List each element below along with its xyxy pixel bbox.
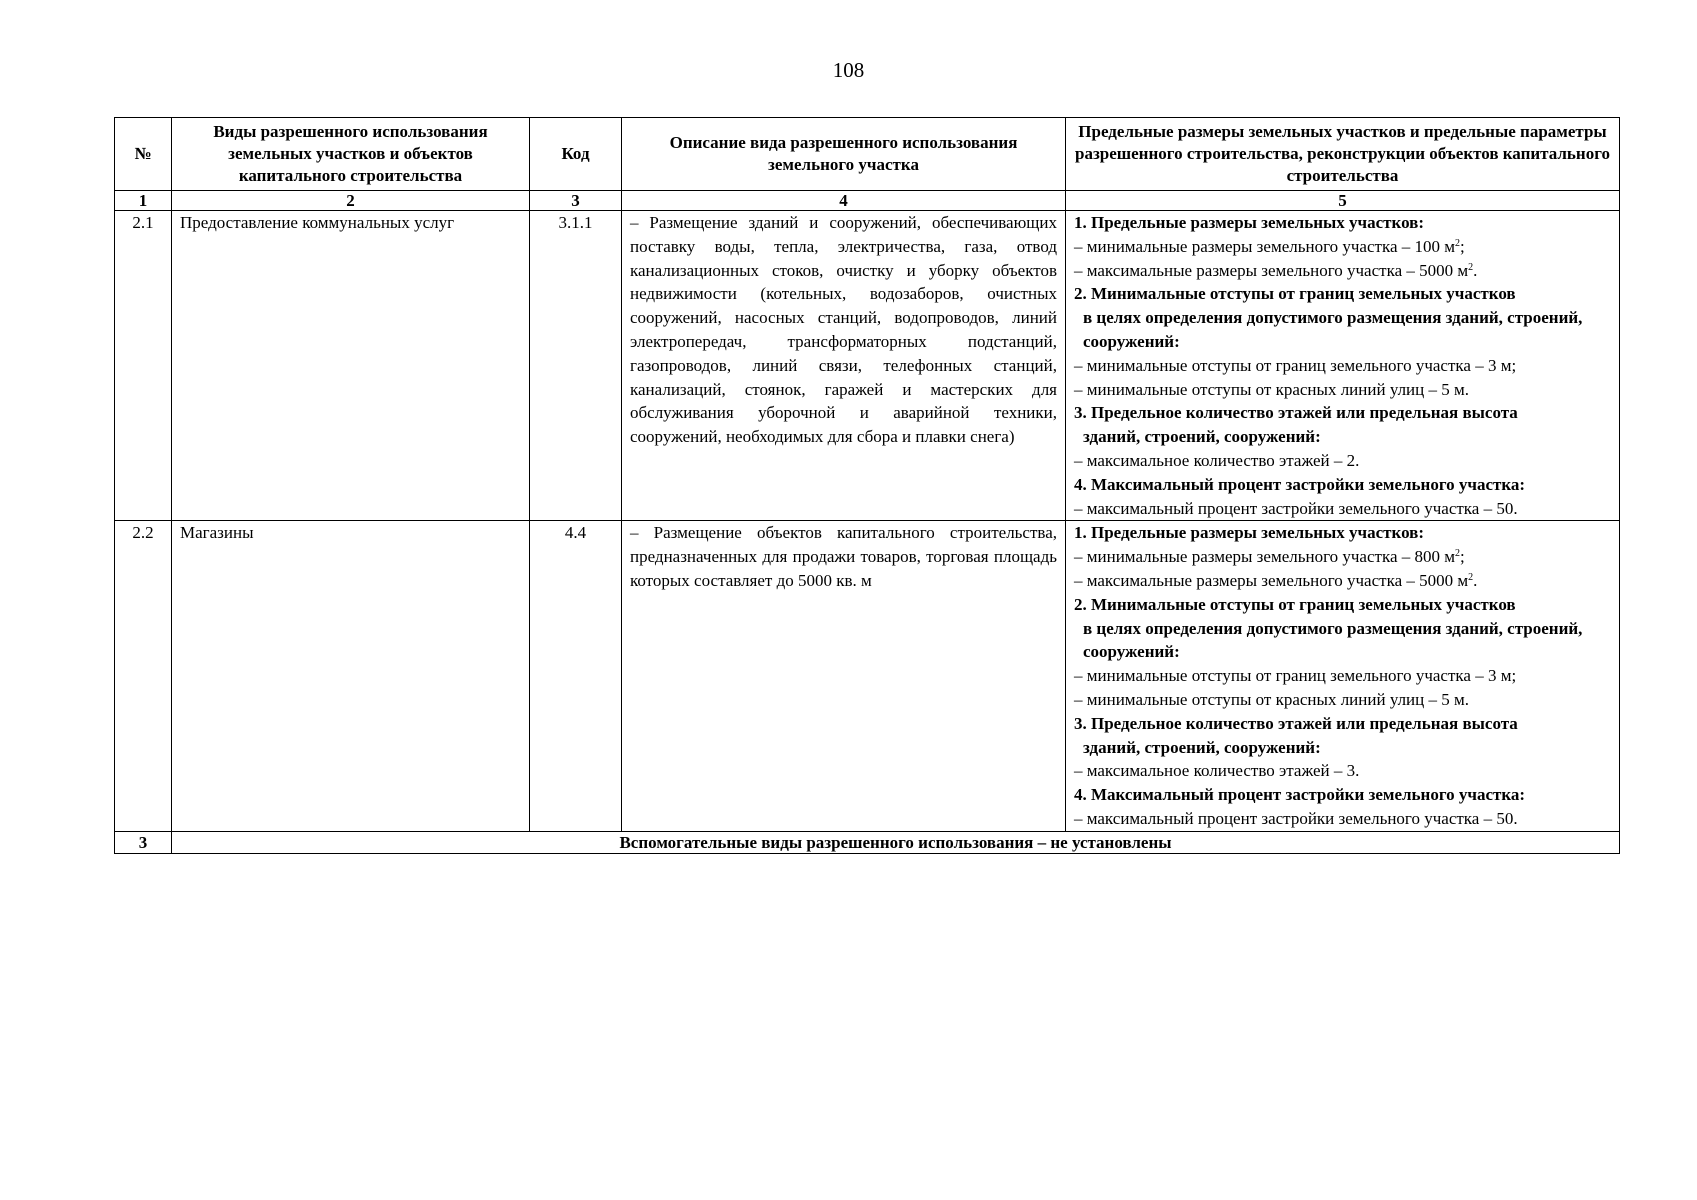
param-line: – максимальное количество этажей – 3.	[1074, 761, 1360, 781]
column-number: 1	[115, 191, 172, 211]
param-line: – максимальный процент застройки земельного участка – 50.	[1074, 498, 1518, 518]
param-heading: 4. Максимальный процент застройки земельного участка:	[1074, 474, 1526, 494]
footer-text: Вспомогательные виды разрешенного использования – не установлены	[172, 831, 1620, 853]
footer-num: 3	[115, 831, 172, 853]
header-code: Код	[530, 118, 622, 191]
param-heading: 1. Предельные размеры земельных участков:	[1074, 523, 1425, 543]
param-line: – минимальные размеры земельного участка – 800 $м^2$;	[1074, 547, 1465, 567]
column-number: 4	[622, 191, 1066, 211]
param-line: – максимальный процент застройки земельного участка – 50.	[1074, 808, 1518, 828]
header-type: Виды разрешенного использования земельных участков и объектов капитального строительства	[172, 118, 530, 191]
row-type: Предоставление коммунальных услуг	[172, 211, 530, 521]
column-number-row	[115, 191, 1620, 211]
param-line: – минимальные отступы от красных линий улиц – 5 м.	[1074, 379, 1470, 399]
table-row	[115, 211, 1620, 521]
row-code: 4.4	[530, 521, 622, 831]
param-heading-cont: зданий, строений, сооружений:	[1083, 427, 1321, 447]
table-row	[115, 521, 1620, 831]
param-heading: 3. Предельное количество этажей или предельная высота	[1074, 713, 1518, 733]
param-line: – минимальные отступы от границ земельного участка – 3 м;	[1074, 355, 1517, 375]
param-heading-cont: в целях определения допустимого размещения зданий, строений, сооружений:	[1083, 308, 1583, 351]
header-num: №	[115, 118, 172, 191]
row-description: – Размещение объектов капитального строительства, предназначенных для продажи товаров, торговая площадь которых составляет до 5000 кв. м	[622, 521, 1066, 831]
page-number: 108	[832, 58, 865, 82]
row-params	[1066, 521, 1620, 831]
param-heading: 2. Минимальные отступы от границ земельных участков	[1074, 594, 1516, 614]
column-number: 5	[1066, 191, 1620, 211]
param-heading-cont: в целях определения допустимого размещения зданий, строений, сооружений:	[1083, 618, 1583, 662]
column-number: 2	[172, 191, 530, 211]
row-type: Магазины	[172, 521, 530, 831]
table-footer-row	[115, 831, 1620, 853]
param-line: – максимальное количество этажей – 2.	[1074, 450, 1360, 470]
column-number: 3	[530, 191, 622, 211]
param-heading-cont: зданий, строений, сооружений:	[1083, 737, 1321, 757]
param-line: – максимальные размеры земельного участка – 5000 $м^2$.	[1074, 570, 1478, 590]
row-params	[1066, 211, 1620, 521]
param-heading: 4. Максимальный процент застройки земельного участка:	[1074, 785, 1526, 805]
row-num: 2.2	[115, 521, 172, 831]
header-params: Предельные размеры земельных участков и предельные параметры разрешенного строительства, реконструкции объектов капитального строительства	[1066, 118, 1620, 191]
table-header-row	[115, 118, 1620, 191]
param-heading: 3. Предельное количество этажей или предельная высота	[1074, 403, 1518, 423]
param-line: – максимальные размеры земельного участка – 5000 $м^2$.	[1074, 260, 1478, 280]
param-line: – минимальные размеры земельного участка – 100 $м^2$;	[1074, 236, 1465, 256]
param-heading: 2. Минимальные отступы от границ земельных участков	[1074, 284, 1516, 304]
land-use-table	[114, 117, 1620, 854]
param-heading: 1. Предельные размеры земельных участков:	[1074, 213, 1425, 232]
row-num: 2.1	[115, 211, 172, 521]
row-description: – Размещение зданий и сооружений, обеспечивающих поставку воды, тепла, электричества, газа, отвод канализационных стоков, очистку и уборку объектов недвижимости (котельных, водозаборов, очистных сооружений, насосных станций, водопроводов, линий электропередач, трансформаторных подстанций, газопроводов, линий связи, телефонных станций, канализаций, стоянок, гаражей и мастерских для обслуживания уборочной и аварийной техники, сооружений, необходимых для сбора и плавки снега)	[622, 211, 1066, 521]
param-line: – минимальные отступы от красных линий улиц – 5 м.	[1074, 689, 1470, 709]
header-description: Описание вида разрешенного использования земельного участка	[622, 118, 1066, 191]
row-code: 3.1.1	[530, 211, 622, 521]
param-line: – минимальные отступы от границ земельного участка – 3 м;	[1074, 666, 1517, 686]
